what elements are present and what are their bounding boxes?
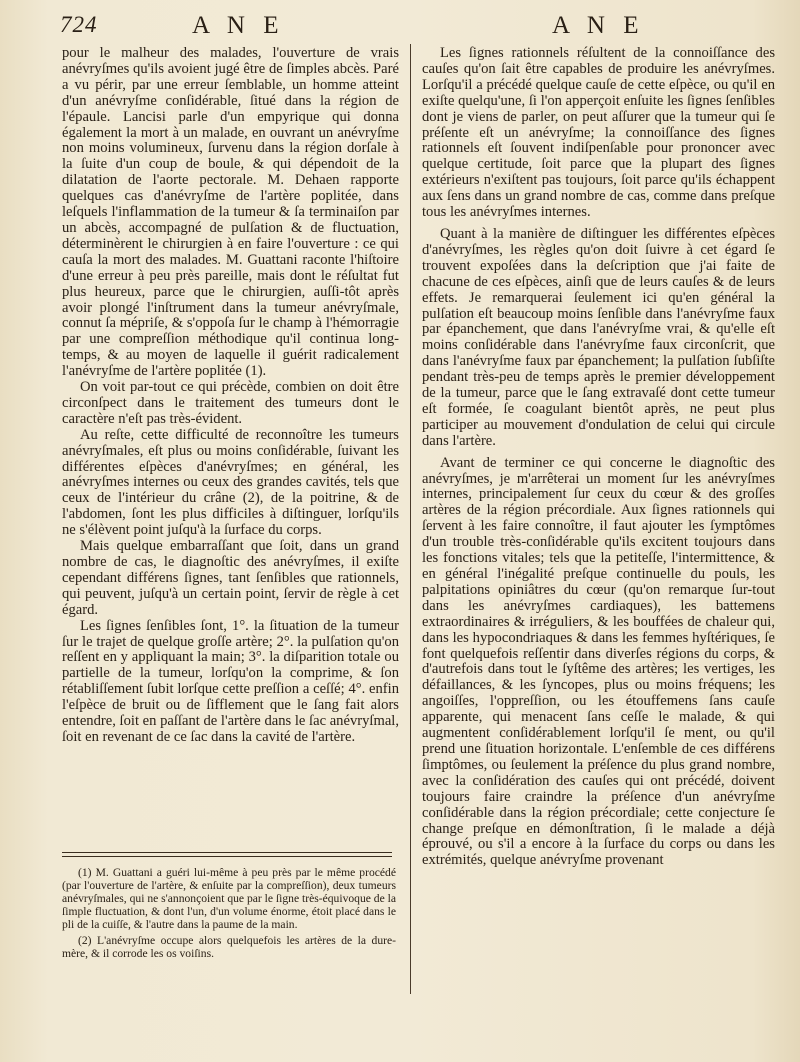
left-running-title: A N E [192,12,285,39]
right-column [422,46,775,869]
paragraph: Au reſte, cette difficulté de reconnoître les tumeurs anévryſmales, eſt plus ou moins conſidérable, ſuivant les différentes eſpèces d'anévryſmes; en général, les anévryſmes internes ou ceux des grandes cavités, tels que ceux de l'intérieur du crâne (2), de la poitrine, & de l'abdomen, ſont les plus difficiles à diſtinguer, lorſqu'ils ne s'élèvent point juſqu'à la ſurface du corps. [62,426,399,539]
paragraph: pour le malheur des malades, l'ouverture de vrais anévryſmes qu'ils avoient jugé être de ſimples abcès. Paré a vu périr, par une erreur ſemblable, un homme atteint d'un anévryſme conſidérable, ſitué dans la région de l'épaule. Lancisi parle d'un empyrique qui donna également la mort à un malade, en ouvrant un anévryſme non moins volumineux, ſurvenu dans la région dorſale à la ſuite d'un coup de boule, & qui dépendoit de la dilatation de l'aorte pectorale. M. Dehaen rapporte quelques cas d'anévryſme de l'artère poplitée, dans leſquels l'inflammation de la tumeur & ſa terminaiſon par un abcès, accompagné de pulſation & de fluctuation, déterminèrent le chirurgien à en faire l'ouverture : ce qui cauſa la mort des malades. M. Guattani raconte l'hiſtoire d'une erreur à peu près pareille, mais dont le réſultat fut plus heureux, parce que le chirurgien, auſſi-tôt après avoir plongé l'inſtrument dans la tumeur anévryſmale, connut ſa mépriſe, & s'oppoſa ſur le champ à l'hémorragie par une compreſſion méthodique qu'il continua long-temps, & au moyen de laquelle il guérit radicalement l'anévryſme de l'artère poplitée (1). [62,45,399,380]
left-column [62,46,399,746]
footnote: (2) L'anévryſme occupe alors quelquefois les artères de la dure-mère, & il corrode les os voiſins. [62,934,396,960]
paragraph: Mais quelque embarraſſant que ſoit, dans un grand nombre de cas, le diagnoſtic des anévryſmes, il exiſte cependant différens ſignes, tant ſenſibles que rationnels, qui peuvent, juſqu'à un certain point, ſervir de règle à cet égard. [62,538,399,618]
right-running-title: A N E [552,12,645,39]
running-header [52,8,774,44]
paragraph: On voit par-tout ce qui précède, combien on doit être circonſpect dans le traitement des tumeurs dont le caractère n'eſt pas très-évident. [62,379,399,427]
paragraph: Les ſignes ſenſibles ſont, 1°. la ſituation de la tumeur ſur le trajet de quelque groſſe artère; 2°. la pulſation qu'on reſſent en y appliquant la main; 3°. la diſparition totale ou partielle de la tumeur, lorſqu'on la comprime, & ſon rétabliſſement ſubit lorſque cette preſſion a ceſſé; 4°. enfin l'eſpèce de bruit ou de ſifflement que le ſang fait alors entendre, ſoit en paſſant de l'artère dans le ſac anévryſmal, ſoit en revenant de ce ſac dans la cavité de l'artère. [62,617,399,745]
page-number: 724 [60,12,98,37]
footnotes [62,866,396,963]
footnote-rule [62,852,392,857]
paragraph: Avant de terminer ce qui concerne le diagnoſtic des anévryſmes, je m'arrêterai un moment ſur les anévryſmes internes, principalement ſur ceux du cœur & des groſſes artères de la région précordiale. Aux ſignes rationnels qui ſervent à les faire connoître, il faut ajouter les ſymptômes d'un trouble très-conſidérable qu'ils excitent toujours dans les fonctions vitales; tels que la petiteſſe, l'intermittence, & en général l'inégalité preſque continuelle du pouls, les palpitations opiniâtres du cœur (qu'on remarque ſur-tout dans les anévryſmes cardiaques), les battemens extraordinaires & irréguliers, & les bouffées de chaleur qui, dans les hypocondriaques & dans les femmes hyſtériques, ſe font quelquefois reſſentir dans diverſes régions du corps, & d'autrefois dans tout le ſyſtême des artères; les vertiges, les défaillances, & les ſyncopes, plus ou moins fréquens; les angoiſſes, l'oppreſſion, ou les étouffemens ſans cauſe apparente, qui menacent ſans ceſſe le malade, & qui augmentent conſidérablement lorſqu'il ſe ment, ou qu'il prend une ſituation horizontale. L'enſemble de ces différens ſimptômes, ou ſeulement la préſence du plus grand nombre, avec la conſidération des cauſes qui ont précédé, doivent toujours faire craindre la préſence d'un anévryſme conſidérable dans la région précordiale; cette conjecture ſe change preſque en démonſtration, ſi le malade a déjà éprouvé, ou s'il a encore à la ſurface du corps ou dans les extrémités, quelque anévryſme provenant [422,454,775,869]
paragraph: Quant à la manière de diſtinguer les différentes eſpèces d'anévryſmes, les règles qu'on doit ſuivre à cet égard ſe trouvent expoſées dans la deſcription que j'ai faite de chacune de ces eſpèces, ainſi que de leurs cauſes & de leurs effets. Je remarquerai ſeulement ici qu'en général la pulſation eſt beaucoup moins ſenſible dans l'anévryſme faux par épanchement, que dans l'anévryſme vrai, & qu'elle eſt moins conſidérable dans l'anévryſme faux circonſcrit, que dans l'anévryſme faux par épanchement; la pulſation ſubſiſte pendant très-peu de temps après le premier développement de la tumeur, parce que le ſang extravaſé dont cette tumeur eſt formée, ſe coagulant bientôt après, ne peut plus participer au mouvement d'ondulation de celui qui circule dans l'artère. [422,225,775,449]
paragraph: Les ſignes rationnels réſultent de la connoiſſance des cauſes qu'on ſait être capables de produire les anévryſmes. Lorſqu'il a précédé quelque cauſe de cette eſpèce, ou qu'il en exiſte quelqu'une, ſi l'on apperçoit enſuite les ſignes ſenſibles dont je viens de parler, on peut aſſurer que la tumeur qui ſe préſente eſt un anévryſme; la connoiſſance des ſignes rationnels eſt ſouvent indiſpenſable pour prononcer avec quelque certitude, ſoit parce que la plupart des ſignes extérieurs n'exiſtent pas toujours, ſoit parce qu'ils échappent aux ſens dans un grand nombre de cas, comme dans preſque tous les anévryſmes internes. [422,45,775,221]
footnote: (1) M. Guattani a guéri lui-même à peu près par le même procédé (par l'ouverture de l'artère, & enſuite par la compreſſion), deux tumeurs anévryſmales, qui ne s'annonçoient que par le ſigne très-équivoque de la ſimple fluctuation, & dont l'un, d'un volume énorme, étoit placé dans le pli de la cuiſſe, & l'autre dans la paume de la main. [62,866,397,931]
column-divider [410,44,411,994]
